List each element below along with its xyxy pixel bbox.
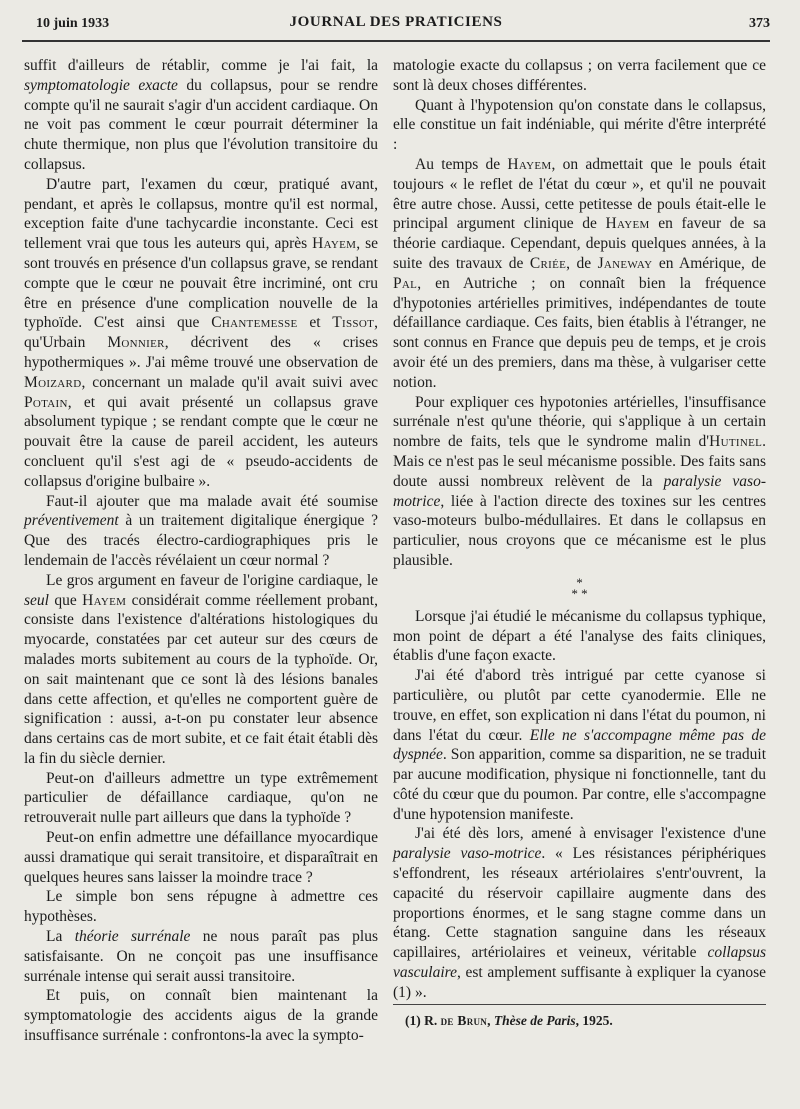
journal-title: JOURNAL DES PRATICIENS: [289, 14, 503, 30]
page-number: 373: [749, 16, 770, 31]
section-separator: * * *: [571, 574, 588, 601]
footnote: (1) R. de Brun, Thèse de Paris, 1925.: [405, 1013, 613, 1028]
issue-date: 10 juin 1933: [36, 16, 110, 31]
paragraph: Le gros argument en faveur de l'origine cardiaque, le seul que Hayem considérait comme réellement probant, consiste dans l'existence d'altérations histologiques du myocarde, constatées par cet auteur sur des cœurs de malades morts subitement au cours de la typhoïde. Or, on sait maintenant que ce sont là des lésions banales dans cette affection, et qu'elles ne comportent guère de signification : aussi, a-t-on pu constater leur absence dans certains cas de mort subite, et ce fait était établi dès la fin du siècle dernier.: [24, 571, 378, 767]
paragraph: Quant à l'hypotension qu'on constate dans le collapsus, elle constitue un fait indéniable, qui mérite d'être interprété :: [393, 96, 766, 154]
paragraph: Pour expliquer ces hypotonies artérielles, l'insuffisance surrénale n'est qu'une théorie, qui s'applique à un certain nombre de faits, tels que le syndrome malin d'Hutinel. Mais ce n'est pas le seul mécanisme possible. Des faits sans doute aussi nombreux relèvent de la paralysie vaso-motrice, liée à l'action directe des toxines sur les centres vaso-moteurs bulbo-médullaires. Et dans le collapsus en particulier, nous croyons que ce mécanisme est le plus plausible.: [393, 393, 767, 569]
paragraph: La théorie surrénale ne nous paraît pas plus satisfaisante. On ne conçoit pas une insuffisance surrénale intense qui serait aussi transitoire.: [24, 928, 378, 985]
paragraph: Peut-on enfin admettre une défaillance myocardique aussi dramatique qui serait transitoire, et disparaîtrait en quelques heures sans laisser la moindre trace ?: [24, 829, 378, 886]
running-header: [22, 14, 770, 36]
paragraph: D'autre part, l'examen du cœur, pratiqué avant, pendant, et après le collapsus, montre qu'il est normal, exception faite d'une tachycardie inconstante. Ceci est tellement vrai que tous les auteurs qui, après Hayem, se sont trouvés en présence d'un collapsus grave, se rendant compte que le cœur ne pouvait être incriminé, ont cru être en présence d'une complication nouvelle de la typhoïde. C'est ainsi que Chantemesse et Tissot, qu'Urbain Monnier, décrivent des « crises hypothermiques ». J'ai même trouvé une observation de Moizard, concernant un malade qu'il avait suivi avec Potain, et qui avait présenté un collapsus grave absolument typique ; se rendant compte que le cœur ne pouvait être la cause de pareil accident, les auteurs concluent qu'il s'est agi de « pseudo-accidents de collapsus d'origine bulbaire ».: [24, 175, 378, 490]
paragraph: Lorsque j'ai étudié le mécanisme du collapsus typhique, mon point de départ a été l'analyse des faits cliniques, établis d'une façon exacte.: [393, 607, 766, 665]
paragraph: matologie exacte du collapsus ; on verra facilement que ce sont là deux choses différentes.: [393, 57, 766, 94]
right-column: [393, 56, 766, 1003]
paragraph: Et puis, on connaît bien maintenant la symptomatologie des accidents aigus de la grande insuffisance surrénale : confrontons-la avec la sympto-: [24, 987, 378, 1045]
paragraph: Le simple bon sens répugne à admettre ces hypothèses.: [24, 888, 378, 926]
paragraph: suffit d'ailleurs de rétablir, comme je l'ai fait, la symptomatologie exacte du collapsus, pour se rendre compte qu'il ne saurait s'agir d'un accident cardiaque. On ne voit pas comment le cœur pourrait déterminer la chute thermique, non plus que l'évolution transitoire du collapsus.: [24, 57, 378, 173]
paragraph: J'ai été dès lors, amené à envisager l'existence d'une paralysie vaso-motrice. « Les résistances périphériques s'effondrent, les réseaux artériolaires s'entr'ouvrent, la capacité du réservoir capillaire augmente dans des proportions énormes, et le sang stagne comme dans un étang. Cette stagnation sanguine dans les réseaux capillaires, artériolaires et veineux, véritable collapsus vasculaire, est amplement suffisante à expliquer la cyanose (1) ».: [393, 825, 766, 1001]
left-column: [24, 56, 378, 1046]
paragraph: Peut-on d'ailleurs admettre un type extrêmement particulier de défaillance cardiaque, qu'on ne retrouverait nulle part ailleurs que dans la typhoïde ?: [24, 769, 378, 827]
paragraph: Faut-il ajouter que ma malade avait été soumise préventivement à un traitement digitalique énergique ? Que des tracés électro-cardiographiques pris le lendemain de l'accès révélaient un cœur normal ?: [24, 492, 378, 569]
footnote-rule: [393, 1004, 766, 1005]
paragraph: J'ai été d'abord très intrigué par cette cyanose si particulière, ou plutôt par cette cyanodermie. Elle ne trouve, en effet, son explication ni dans l'état du poumon, ni dans l'état du cœur. Elle ne s'accompagne même pas de dyspnée. Son apparition, comme sa disparition, ne se traduit par aucune modification, physique ni fonctionnelle, tant du côté du cœur que du poumon. Par contre, elle s'accompagne d'une hypotension manifeste.: [393, 667, 767, 823]
header-rule: [22, 40, 770, 42]
paragraph: Au temps de Hayem, on admettait que le pouls était toujours « le reflet de l'état du cœur », et qu'il ne pouvait être autre chose. Aussi, cette petitesse de pouls était-elle le principal argument clinique de Hayem en faveur de sa théorie cardiaque. Cependant, depuis quelques années, à la suite des travaux de Criée, de Janeway en Amérique, de Pal, en Autriche ; on connaît bien la fréquence d'hypotonies artérielles primitives, indépendantes de toute défaillance cardiaque. Ces faits, bien établis à l'étranger, ne sont connus en France que depuis peu de temps, et je crois avoir été un des premiers, dans ma thèse, à vulgariser cette notion.: [393, 155, 766, 391]
